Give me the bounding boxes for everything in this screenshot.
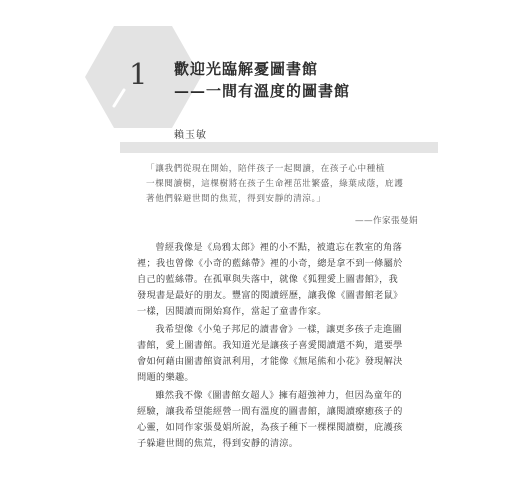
chapter-title (174, 58, 474, 102)
body-line: 裡；我也曾像《小奇的藍絲帶》裡的小奇，總是拿不到一條屬於 (137, 258, 403, 269)
author-name: 賴玉敏 (174, 130, 207, 141)
quote-line: 著他們躲避世間的焦荒，得到安靜的清涼。」 (146, 194, 326, 204)
body-text (137, 240, 423, 454)
quote-attribution: ——作家張曼娟 (355, 216, 418, 226)
body-line: 雖然我不像《圖書館女超人》擁有超強神力，但因為童年的 (155, 390, 403, 401)
paragraph (137, 322, 423, 386)
body-line: 一樣，因閱讀而開始寫作，當起了童書作家。 (137, 306, 327, 317)
title-line-2: ——一間有溫度的圖書館 (174, 82, 351, 100)
title-line-1: 歡迎光臨解憂圖書館 (174, 60, 319, 78)
body-line: 書館，愛上圖書館。我知道光是讓孩子喜愛閱讀還不夠，還要學 (137, 340, 403, 351)
chapter-number: 1 (129, 57, 148, 91)
body-line: 我希望像《小兔子邦尼的讀書會》一樣，讓更多孩子走進圖 (155, 324, 403, 335)
epigraph-quote (146, 162, 418, 207)
body-line: 問題的樂趣。 (137, 372, 194, 383)
body-line: 會如何藉由圖書館資訊利用，才能像《無尾熊和小花》發現解決 (137, 356, 403, 367)
divider-bar (120, 142, 438, 153)
body-line: 自己的藍絲帶。在孤單與失落中，就像《狐狸愛上圖書館》，我 (137, 274, 399, 285)
body-line: 心靈，如同作家張曼娟所說，為孩子種下一棵棵閱讀樹，庇護孩 (137, 422, 403, 433)
quote-line: 「讓我們從現在開始，陪伴孩子一起閱讀，在孩子心中種植 (146, 164, 386, 174)
quote-line: 一棵閱讀樹，這棵樹將在孩子生命裡茁壯繁盛，綠葉成蔭，庇護 (146, 179, 404, 189)
body-line: 子躲避世間的焦荒，得到安靜的清涼。 (137, 438, 299, 449)
body-line: 經驗，讓我希望能經營一間有溫度的圖書館，讓閱讀療癒孩子的 (137, 406, 403, 417)
paragraph (137, 240, 423, 320)
paragraph (137, 388, 423, 452)
body-line: 曾經我像是《烏鴉太郎》裡的小不點，被遺忘在教室的角落 (155, 242, 403, 253)
body-line: 發現書是最好的朋友。豐富的閱讀經歷，讓我像《圖書館老鼠》 (137, 290, 403, 301)
